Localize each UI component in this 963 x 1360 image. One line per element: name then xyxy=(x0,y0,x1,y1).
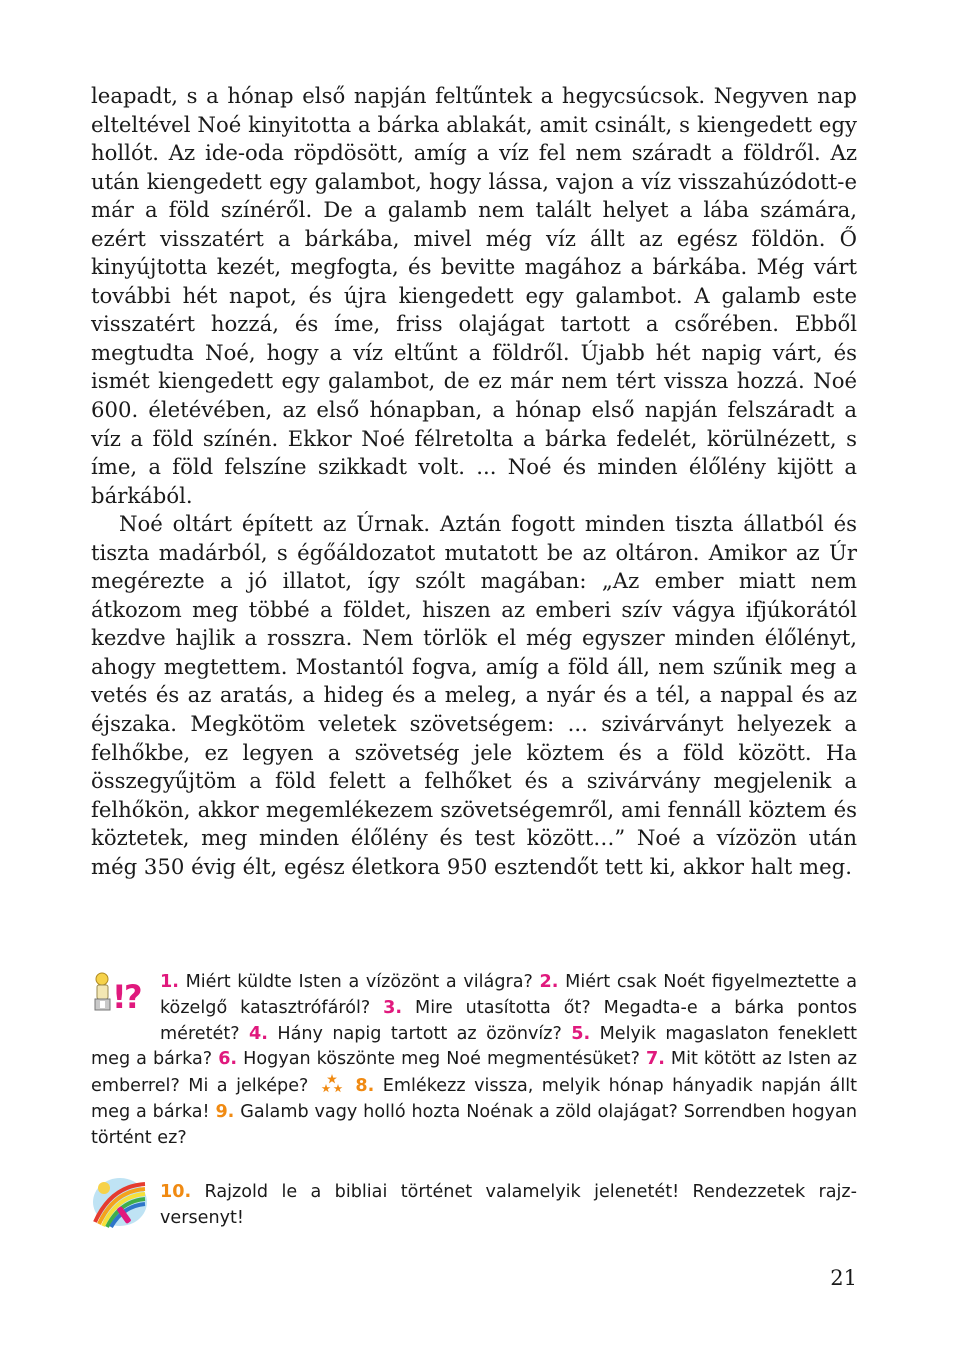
question-number: 2. xyxy=(539,972,559,992)
question-number: 9. xyxy=(215,1101,235,1122)
svg-text:!: ! xyxy=(112,978,127,1014)
icon-space xyxy=(91,1180,160,1236)
question-number: 7. xyxy=(645,1049,665,1070)
question-number: 5. xyxy=(571,1023,591,1044)
question-text: Mire utasította őt? Megadta-e a bárka pontos méretét? xyxy=(160,997,857,1044)
question-text: Galamb vagy holló hozta Noénak a zöld olajágat? Sorrendben hogyan történt ez? xyxy=(91,1101,857,1148)
story-paragraph-1: leapadt, s a hónap első napján feltűntek a hegycsúcsok. Negyven nap elteltével Noé kinyitotta a bárka ablakát, amit csinált, s kiengedett egy hollót. Az ide-oda röpdösött, amíg a víz fel nem száradt a földről. Az után kiengedett egy galambot, hogy lássa, vajon a víz visszahúzódott-e már a föld színéről. De a galamb nem talált helyet a lába számára, ezért visszatért a bárkába, mivel még víz állt az egész földön. Ő kinyújtotta kezét, megfogta, és bevitte magához a bárkába. Még várt további hét napot, és újra kiengedett egy galambot. A galamb este visszatért hozzá, és íme, friss olajágat tartott a csőrében. Ebből megtudta Noé, hogy a víz eltűnt a földről. Újabb hét napig várt, és ismét kiengedett egy galambot, de ez már nem tért vissza hozzá. Noé 600. életévében, az első hónapban, a hónap első napján felszáradt a víz a föld színén. Ekkor Noé félretolta a bárka fedelét, körülnézett, s íme, a föld felszíne szikkadt volt. ... Noé és minden élőlény kijött a bárkából. xyxy=(91,83,857,508)
star-cluster-icon xyxy=(320,1073,344,1095)
drawing-task xyxy=(91,1180,857,1236)
task-number: 10. xyxy=(160,1182,192,1202)
icon-space xyxy=(91,970,160,1044)
svg-text:?: ? xyxy=(124,978,143,1014)
question-text: Melyik magaslaton feneklett meg a bárka? xyxy=(91,1023,858,1070)
question-text: Hogyan köszönte meg Noé megmentésüket? xyxy=(243,1049,640,1070)
story-paragraph-2: Noé oltárt épített az Úrnak. Aztán fogott minden tiszta állatból és tiszta madárból, s égőáldozatot mutatott be az oltáron. Amikor az Úr megérezte a jó illatot, így szólt magában: „Az ember miatt nem átkozom meg többé a földet, hiszen az emberi szív vágya ifjúkorától kezdve hajlik a rosszra. Nem törlök el még egyszer minden élőlényt, ahogy megtettem. Mostantól fogva, amíg a föld áll, nem szűnik meg a vetés és az aratás, a hideg és a meleg, a nyár és a tél, a nappal és az éjszaka. Megkötöm veletek szövetségem: ... szivárványt helyezek a felhőkbe, ez legyen a szövetség jele köztem és a föld között. Ha összegyűjtöm a föld felett a felhőket és a szivárvány megjelenik a felhőkön, akkor megemlékezem szövetségemről, ami fennáll köztem és köztetek, meg minden élőlény és test között…” Noé a vízözön után még 350 évig élt, egész életkora 950 esztendőt tett ki, akkor halt meg. xyxy=(91,511,857,879)
page-number: 21 xyxy=(830,1266,857,1290)
question-number: 1. xyxy=(160,972,179,992)
question-number: 4. xyxy=(249,1023,268,1044)
question-number: 6. xyxy=(218,1049,238,1070)
question-text: Mit kötött az Isten az emberrel? Mi a jelképe? xyxy=(91,1049,858,1097)
question-number: 8. xyxy=(355,1076,375,1097)
question-text: Emlékezz vissza, melyik hónap hányadik napján állt meg a bárka! xyxy=(91,1076,857,1122)
question-text: Hány napig tartott az özönvíz? xyxy=(277,1023,562,1044)
question-text: Miért csak Noét figyelmeztette a közelgő katasztrófáról? xyxy=(160,972,857,1018)
task-text: Rajzold le a bibliai történet valamelyik jelenetét! Rendezzetek rajzversenyt! xyxy=(160,1182,857,1228)
question-list xyxy=(91,970,857,1152)
question-text: Miért küldte Isten a vízözönt a világra? xyxy=(185,972,533,992)
story-text xyxy=(91,82,857,881)
question-number: 3. xyxy=(383,997,403,1018)
